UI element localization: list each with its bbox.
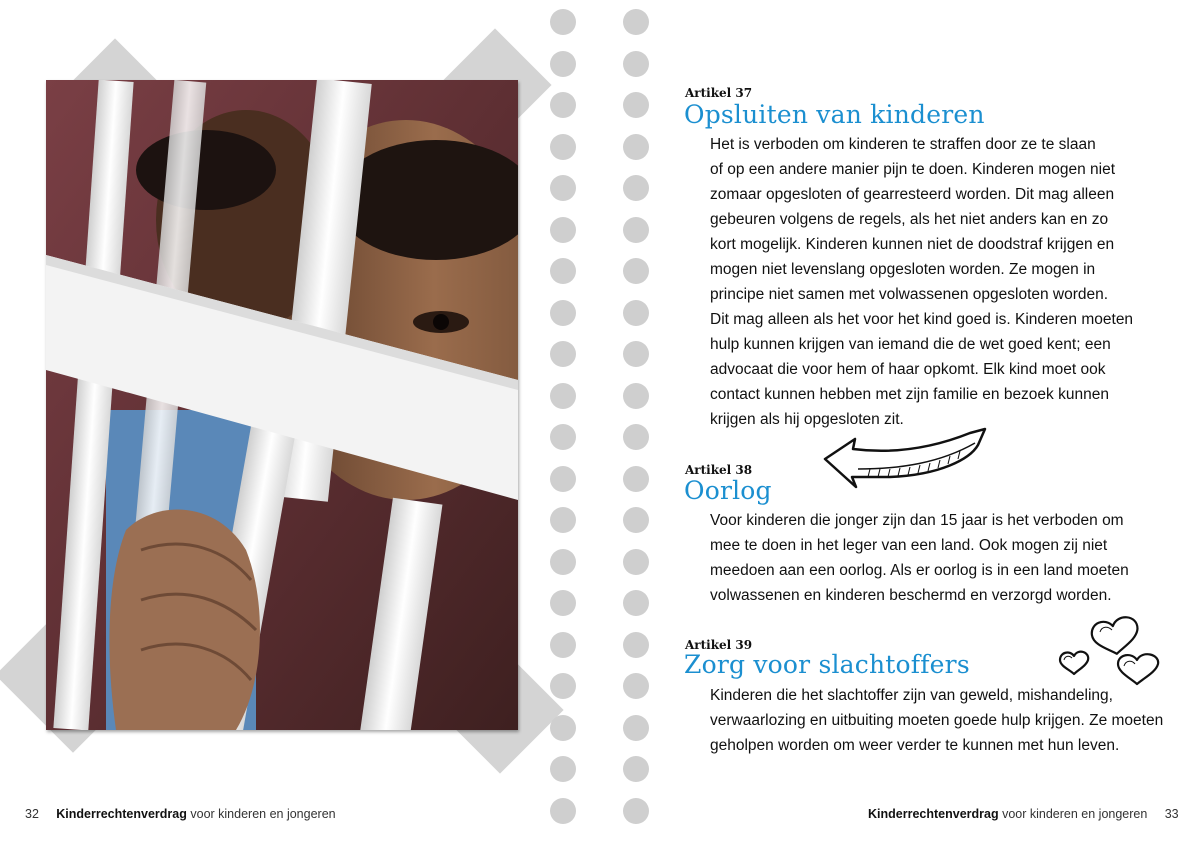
binding-dot xyxy=(550,715,576,741)
footer-right xyxy=(868,807,1179,821)
body-line: contact kunnen hebben met zijn familie en bezoek kunnen xyxy=(710,386,1109,403)
body-line: Voor kinderen die jonger zijn dan 15 jaar is het verboden om xyxy=(710,512,1124,529)
body-line: volwassenen en kinderen beschermd en verzorgd worden. xyxy=(710,587,1112,604)
binding-dot xyxy=(550,258,576,284)
binding-dot xyxy=(623,798,649,824)
binding-dot xyxy=(623,466,649,492)
binding-dot xyxy=(623,756,649,782)
article-label: Artikel 37 xyxy=(685,86,753,100)
article-title: Oorlog xyxy=(684,476,772,505)
binding-dot xyxy=(623,632,649,658)
binding-dot xyxy=(550,756,576,782)
binding-dot xyxy=(623,258,649,284)
body-line: verwaarlozing en uitbuiting moeten goede hulp krijgen. Ze moeten xyxy=(710,712,1164,729)
binding-dot xyxy=(550,466,576,492)
body-line: advocaat die voor hem of haar opkomt. Elk kind moet ook xyxy=(710,361,1106,378)
body-line: mee te doen in het leger van een land. Ook mogen zij niet xyxy=(710,537,1108,554)
binding-dot xyxy=(550,341,576,367)
article-body xyxy=(710,132,1155,432)
body-line: Kinderen die het slachtoffer zijn van geweld, mishandeling, xyxy=(710,687,1113,704)
binding-dot xyxy=(550,92,576,118)
body-line: Het is verboden om kinderen te straffen door ze te slaan xyxy=(710,136,1096,153)
body-line: meedoen aan een oorlog. Als er oorlog is in een land moeten xyxy=(710,562,1129,579)
binding-dot xyxy=(550,549,576,575)
binding-dot xyxy=(623,92,649,118)
binding-dot xyxy=(550,673,576,699)
body-line: krijgen als hij opgesloten zit. xyxy=(710,411,904,428)
binding-dot xyxy=(623,175,649,201)
binding-dot xyxy=(623,300,649,326)
binding-dot xyxy=(550,300,576,326)
binding-dot xyxy=(623,341,649,367)
binding-dot xyxy=(550,9,576,35)
footer-title-rest: voor kinderen en jongeren xyxy=(998,807,1148,821)
binding-dot xyxy=(623,673,649,699)
binding-dot xyxy=(623,383,649,409)
body-line: of op een andere manier pijn te doen. Kinderen mogen niet xyxy=(710,161,1116,178)
binding-dot xyxy=(550,590,576,616)
body-line: principe niet samen met volwassenen opgesloten worden. xyxy=(710,286,1109,303)
binding-dot xyxy=(550,424,576,450)
article-label: Artikel 38 xyxy=(685,463,753,477)
binding-dot xyxy=(623,715,649,741)
footer-title-bold: Kinderrechtenverdrag xyxy=(56,807,187,821)
binding-dot xyxy=(550,134,576,160)
article-body xyxy=(710,508,1155,608)
body-line: gebeuren volgens de regels, als het niet anders kan en zo xyxy=(710,211,1109,228)
child-behind-bars-photo xyxy=(46,80,518,730)
body-line: zomaar opgesloten of gearresteerd worden. Dit mag alleen xyxy=(710,186,1115,203)
page-number: 32 xyxy=(25,807,39,821)
article-title: Opsluiten van kinderen xyxy=(684,100,985,129)
binding-dot xyxy=(623,424,649,450)
article-title: Zorg voor slachtoffers xyxy=(684,650,970,679)
binding-dot xyxy=(623,507,649,533)
binding-dot xyxy=(550,383,576,409)
body-line: mogen niet levenslang opgesloten worden. Ze mogen in xyxy=(710,261,1096,278)
photo-illustration xyxy=(46,80,518,730)
body-line: kort mogelijk. Kinderen kunnen niet de doodstraf krijgen en xyxy=(710,236,1115,253)
footer-title-rest: voor kinderen en jongeren xyxy=(186,807,336,821)
binding-dot xyxy=(550,217,576,243)
page-number: 33 xyxy=(1164,807,1179,821)
article-label: Artikel 39 xyxy=(685,638,753,652)
hearts-doodle-icon xyxy=(1052,612,1172,687)
binding-dot xyxy=(550,507,576,533)
binding-dot xyxy=(550,632,576,658)
binding-dot xyxy=(623,9,649,35)
article-body xyxy=(710,683,1164,758)
body-line: hulp kunnen krijgen van iemand die de wet goed kent; een xyxy=(710,336,1111,353)
body-line: geholpen worden om weer verder te kunnen met hun leven. xyxy=(710,737,1120,754)
footer-title-bold: Kinderrechtenverdrag xyxy=(868,807,999,821)
binding-dot xyxy=(623,217,649,243)
binding-dot xyxy=(623,549,649,575)
footer-left xyxy=(25,807,336,821)
binding-dot xyxy=(550,798,576,824)
binding-dot xyxy=(623,51,649,77)
body-line: Dit mag alleen als het voor het kind goed is. Kinderen moeten xyxy=(710,311,1134,328)
binding-dot xyxy=(623,134,649,160)
binding-dot xyxy=(550,51,576,77)
binding-dot xyxy=(623,590,649,616)
arrow-doodle-icon xyxy=(820,425,990,493)
binding-dot xyxy=(550,175,576,201)
